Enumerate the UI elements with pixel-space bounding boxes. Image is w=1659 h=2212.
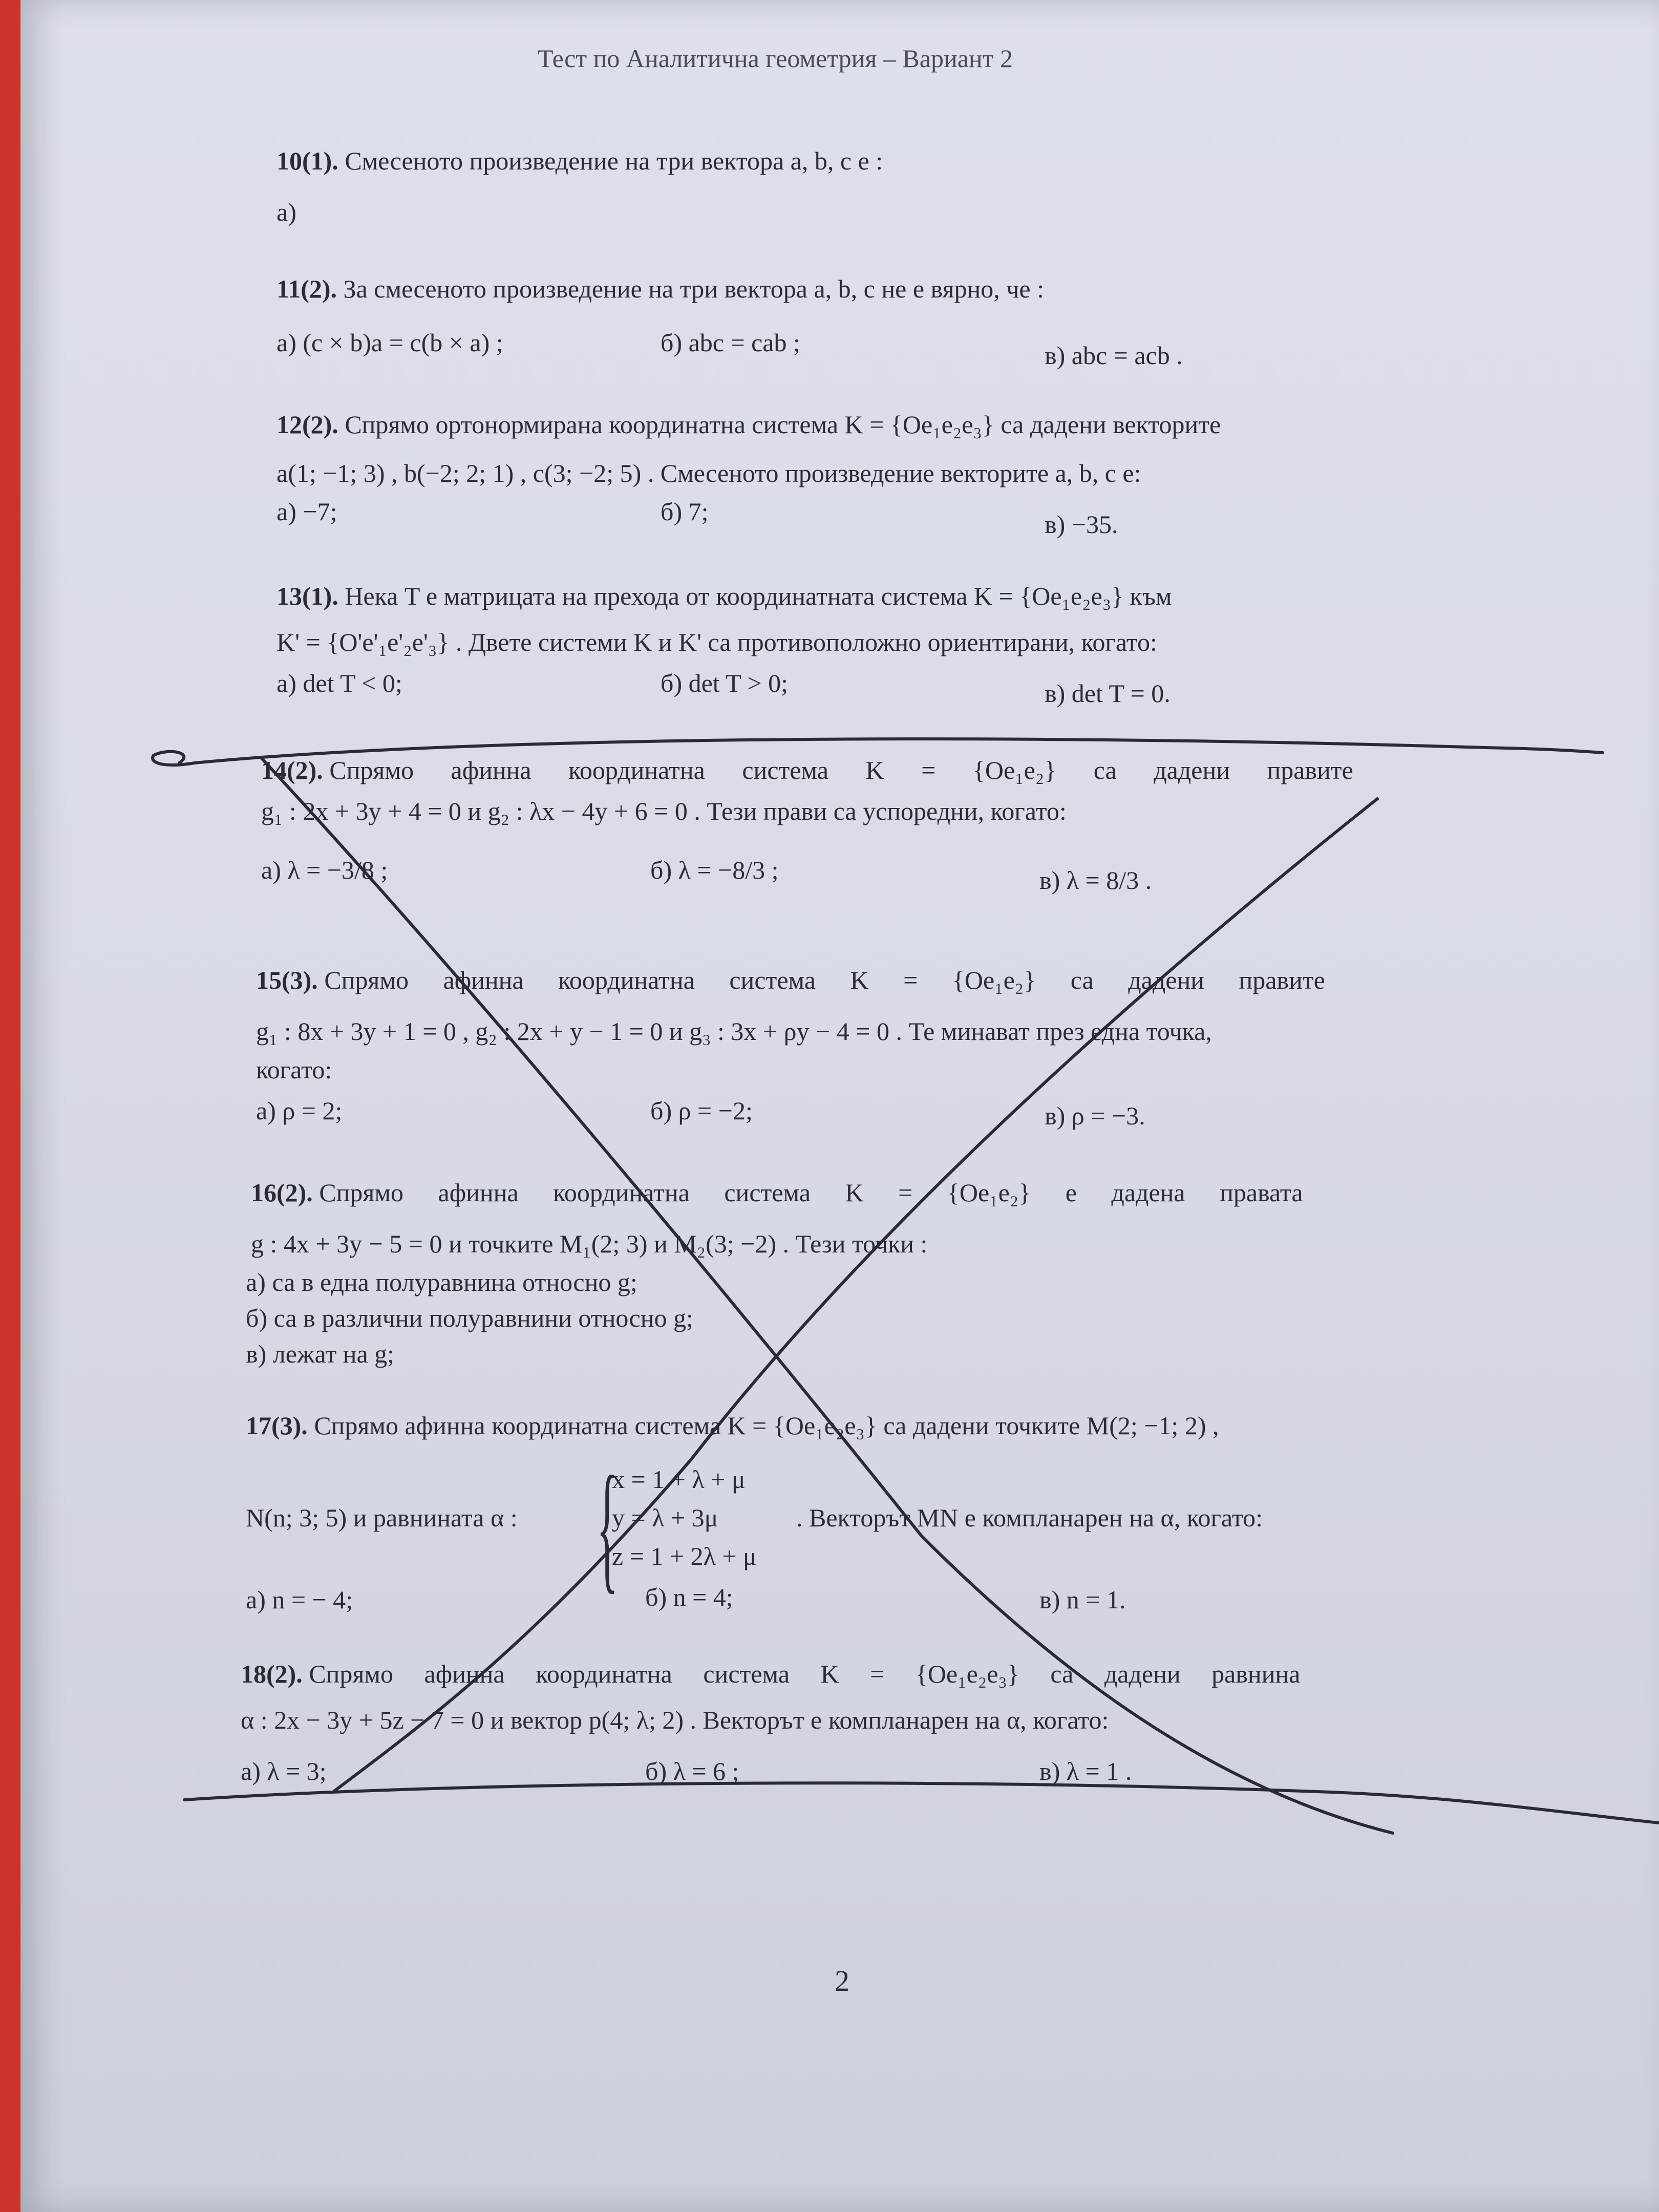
question-number: 16(2). — [251, 1178, 313, 1207]
question-15-line2: g₁ : 8x + 3y + 1 = 0 , g₂ : 2x + y − 1 = 0 и g₃ : 3x + ρy − 4 = 0 . Те минават през една точка, — [256, 1017, 1212, 1046]
option-b: б) 7; — [661, 497, 709, 526]
option-a: а) λ = −3/8 ; — [261, 856, 388, 884]
option-c: в) abc = acb . — [1045, 341, 1183, 370]
question-text: За смесеното произведение на три вектора a, b, c не е вярно, че : — [343, 274, 1044, 303]
question-15-line3: когато: — [256, 1055, 332, 1084]
option-b: б) abc = cab ; — [661, 328, 800, 357]
question-number: 10(1). — [276, 146, 338, 175]
question-text: Спрямо афинна координатна система K = {Oe₁e₂} са дадени правите — [329, 756, 1353, 784]
option-a: а) n = − 4; — [246, 1585, 353, 1614]
question-14-line2: g₁ : 2x + 3y + 4 = 0 и g₂ : λx − 4y + 6 = 0 . Тези прави са успоредни, когато: — [261, 797, 1067, 825]
option-a: а) det T < 0; — [276, 669, 402, 697]
option-c: в) det T = 0. — [1045, 679, 1171, 708]
question-text: Нека T е матрицата на прехода от координатната система K = {Oe₁e₂e₃} към — [345, 582, 1172, 610]
system-eq-2: y = λ + 3μ — [612, 1503, 718, 1532]
page-header: Тест по Аналитична геометрия – Вариант 2 — [538, 44, 1013, 73]
option-a: а) ρ = 2; — [256, 1096, 343, 1125]
option-b: б) n = 4; — [645, 1583, 733, 1611]
diagonal-stroke-1 — [261, 758, 1393, 1833]
question-number: 13(1). — [276, 582, 338, 610]
option-b: б) λ = −8/3 ; — [650, 856, 779, 884]
option-c: в) n = 1. — [1039, 1585, 1126, 1614]
question-text: Спрямо афинна координатна система K = {Oe₁e₂} е дадена правата — [319, 1178, 1303, 1207]
option-b: б) λ = 6 ; — [645, 1757, 739, 1785]
page-number: 2 — [835, 1964, 849, 1997]
option-b: б) са в различни полуравнини относно g; — [246, 1304, 693, 1332]
diagonal-stroke-2 — [333, 799, 1377, 1792]
question-number: 12(2). — [276, 410, 338, 439]
question-number: 11(2). — [276, 274, 337, 303]
option-a: а) λ = 3; — [241, 1757, 327, 1785]
question-17-line2b: . Векторът MN е компланарен на α, когато: — [796, 1503, 1263, 1532]
option-c: в) ρ = −3. — [1045, 1101, 1145, 1130]
system-brace: { — [597, 1449, 619, 1608]
option-a: а) −7; — [276, 497, 337, 526]
question-16-line2: g : 4x + 3y − 5 = 0 и точките M₁(2; 3) и M₂(3; −2) . Тези точки : — [251, 1229, 928, 1258]
option-a: а) (c × b)a = c(b × a) ; — [276, 328, 503, 357]
option-c: в) лежат на g; — [246, 1339, 395, 1368]
option-c: в) λ = 8/3 . — [1039, 866, 1152, 895]
bottom-stroke — [184, 1783, 1659, 1823]
question-number: 18(2). — [241, 1660, 303, 1688]
question-text: Спрямо ортонормирана координатна система K = {Oe₁e₂e₃} са дадени векторите — [345, 410, 1221, 439]
question-12-line2: a(1; −1; 3) , b(−2; 2; 1) , c(3; −2; 5) . Смесеното произведение векторите a, b, c е: — [276, 459, 1141, 487]
question-13-line2: K' = {O'e'₁e'₂e'₃} . Двете системи K и K' са противоположно ориентирани, когато: — [276, 628, 1157, 656]
option-a: а) са в една полуравнина относно g; — [246, 1268, 637, 1296]
option-c: в) λ = 1 . — [1039, 1757, 1132, 1785]
top-bracket-stroke — [153, 739, 1603, 765]
question-text: Спрямо афинна координатна система K = {Oe₁e₂} са дадени правите — [324, 966, 1325, 994]
system-eq-1: x = 1 + λ + μ — [612, 1465, 746, 1494]
question-17-line2a: N(n; 3; 5) и равнината α : — [246, 1503, 518, 1532]
system-eq-3: z = 1 + 2λ + μ — [612, 1542, 757, 1570]
option-a: а) — [276, 198, 296, 226]
question-number: 17(3). — [246, 1411, 308, 1440]
question-text: Спрямо афинна координатна система K = {Oe₁e₂e₃} са дадени точките M(2; −1; 2) , — [314, 1411, 1219, 1440]
option-c: в) −35. — [1045, 510, 1118, 539]
question-text: Смесеното произведение на три вектора a, b, c е : — [345, 146, 883, 175]
question-18-line2: α : 2x − 3y + 5z − 7 = 0 и вектор p(4; λ; 2) . Векторът е компланарен на α, когато: — [241, 1706, 1109, 1734]
question-number: 14(2). — [261, 756, 323, 784]
question-number: 15(3). — [256, 966, 318, 994]
option-b: б) det T > 0; — [661, 669, 788, 697]
option-b: б) ρ = −2; — [650, 1096, 753, 1125]
question-text: Спрямо афинна координатна система K = {Oe₁e₂e₃} са дадени равнина — [309, 1660, 1301, 1688]
